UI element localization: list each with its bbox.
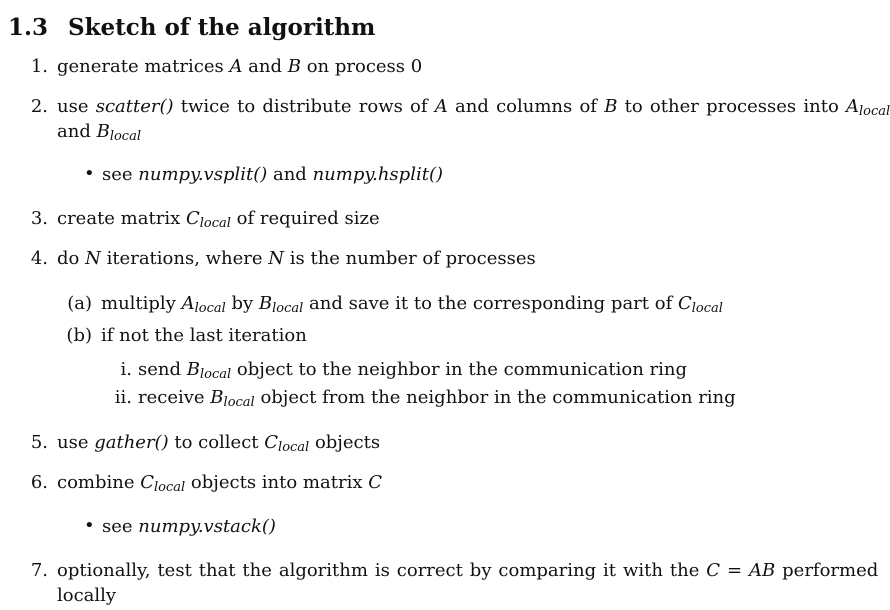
- step-1-number: 1.: [30, 56, 48, 77]
- step-4b-text: if not the last iteration: [101, 325, 307, 346]
- step-5-text: use gather() to collect $C_{local}$ objects: [57, 432, 381, 455]
- step-6-bullet-text: see numpy.vstack(): [102, 516, 276, 537]
- step-4-text: do N iterations, where N is the number of processes: [57, 248, 536, 269]
- step-6-text: combine $C_{local}$ objects into matrix C: [57, 472, 382, 495]
- step-7-number: 7.: [30, 560, 48, 581]
- step-4a-label: (a): [67, 293, 92, 314]
- bullet-icon: •: [84, 515, 95, 536]
- step-7-text: optionally, test that the algorithm is correct by comparing it with the C = AB performed: [57, 560, 879, 581]
- step-2-text: use scatter() twice to distribute rows of A and columns of B to other processes into $A_{local}$: [57, 96, 890, 119]
- step-4-number: 4.: [30, 248, 48, 269]
- section-number: 1.3: [8, 14, 49, 41]
- step-6-number: 6.: [30, 472, 48, 493]
- step-1-text: generate matrices A and B on process 0: [57, 56, 423, 77]
- step-3-number: 3.: [30, 208, 48, 229]
- step-7-text-continued: locally: [57, 585, 117, 606]
- step-2-number: 2.: [30, 96, 48, 117]
- step-4b-ii-text: receive $B_{local}$ object from the neighbor in the communication ring: [138, 387, 736, 410]
- step-3-text: create matrix $C_{local}$ of required size: [57, 208, 380, 231]
- step-5-number: 5.: [30, 432, 48, 453]
- step-4b-i-text: send $B_{local}$ object to the neighbor in the communication ring: [138, 359, 688, 382]
- step-4b-label: (b): [66, 325, 92, 346]
- step-2-bullet-text: see numpy.vsplit() and numpy.hsplit(): [102, 164, 443, 185]
- step-4a-text: multiply $A_{local}$ by $B_{local}$ and save it to the corresponding part of $C_{local}$: [101, 293, 723, 316]
- bullet-icon: •: [84, 163, 95, 184]
- step-2-text-continued: and $B_{local}$: [57, 121, 141, 144]
- section-title: Sketch of the algorithm: [68, 14, 376, 41]
- step-4b-i-label: i.: [120, 359, 132, 380]
- step-4b-ii-label: ii.: [114, 387, 132, 408]
